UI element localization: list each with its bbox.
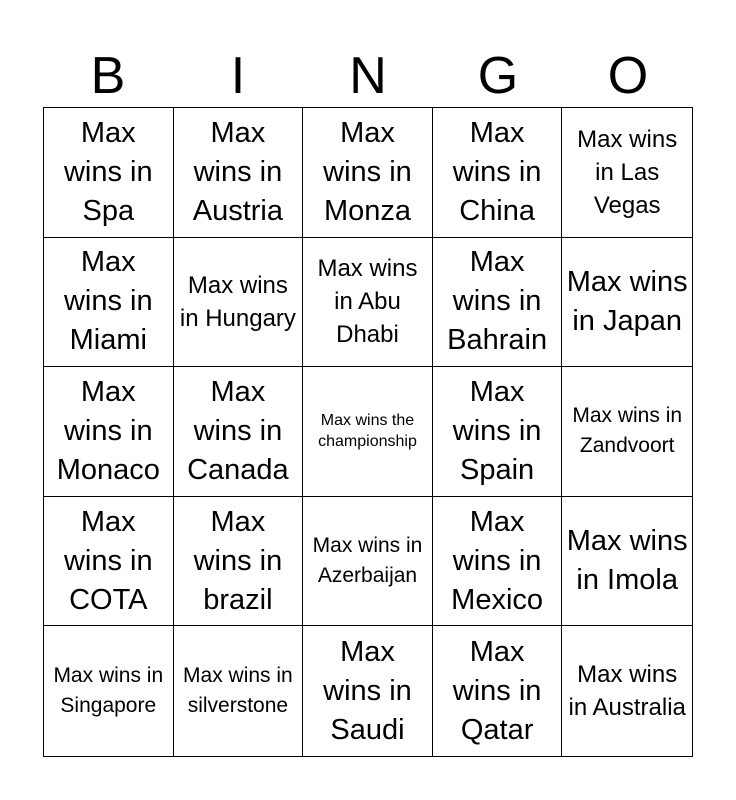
bingo-cell[interactable]: Max wins in Canada: [174, 367, 304, 497]
bingo-cell[interactable]: Max wins in Abu Dhabi: [303, 238, 433, 368]
bingo-cell[interactable]: Max wins in Japan: [562, 238, 692, 368]
bingo-cell[interactable]: Max wins in Qatar: [433, 626, 563, 756]
bingo-cell[interactable]: Max wins in silverstone: [174, 626, 304, 756]
header-letter-b: B: [90, 47, 126, 105]
bingo-cell[interactable]: Max wins in Las Vegas: [562, 108, 692, 238]
bingo-cell[interactable]: Max wins in Hungary: [174, 238, 304, 368]
bingo-cell[interactable]: Max wins in Spa: [44, 108, 174, 238]
bingo-cell[interactable]: Max wins in Bahrain: [433, 238, 563, 368]
bingo-cell[interactable]: Max wins in Monaco: [44, 367, 174, 497]
bingo-cell[interactable]: Max wins in brazil: [174, 497, 304, 627]
bingo-cell[interactable]: Max wins in Miami: [44, 238, 174, 368]
bingo-cell[interactable]: Max wins in Imola: [562, 497, 692, 627]
bingo-cell[interactable]: Max wins in Singapore: [44, 626, 174, 756]
bingo-cell[interactable]: Max wins in COTA: [44, 497, 174, 627]
bingo-cell[interactable]: Max wins in Spain: [433, 367, 563, 497]
bingo-cell-free[interactable]: Max wins the championship: [303, 367, 433, 497]
header-letter-i: I: [230, 47, 246, 105]
bingo-board: [43, 107, 693, 757]
bingo-cell[interactable]: Max wins in Monza: [303, 108, 433, 238]
bingo-cell[interactable]: Max wins in Saudi: [303, 626, 433, 756]
bingo-cell[interactable]: Max wins in Zandvoort: [562, 367, 692, 497]
bingo-cell[interactable]: Max wins in Australia: [568, 661, 686, 722]
header-letter-n: N: [349, 47, 387, 105]
bingo-cell[interactable]: Max wins in Mexico: [433, 497, 563, 627]
header-letter-g: G: [477, 47, 519, 105]
bingo-header: [43, 45, 693, 107]
bingo-cell[interactable]: Max wins in China: [433, 108, 563, 238]
bingo-cell[interactable]: Max wins in Austria: [174, 108, 304, 238]
header-letter-o: O: [607, 47, 649, 105]
bingo-cell[interactable]: Max wins in Azerbaijan: [303, 497, 433, 627]
